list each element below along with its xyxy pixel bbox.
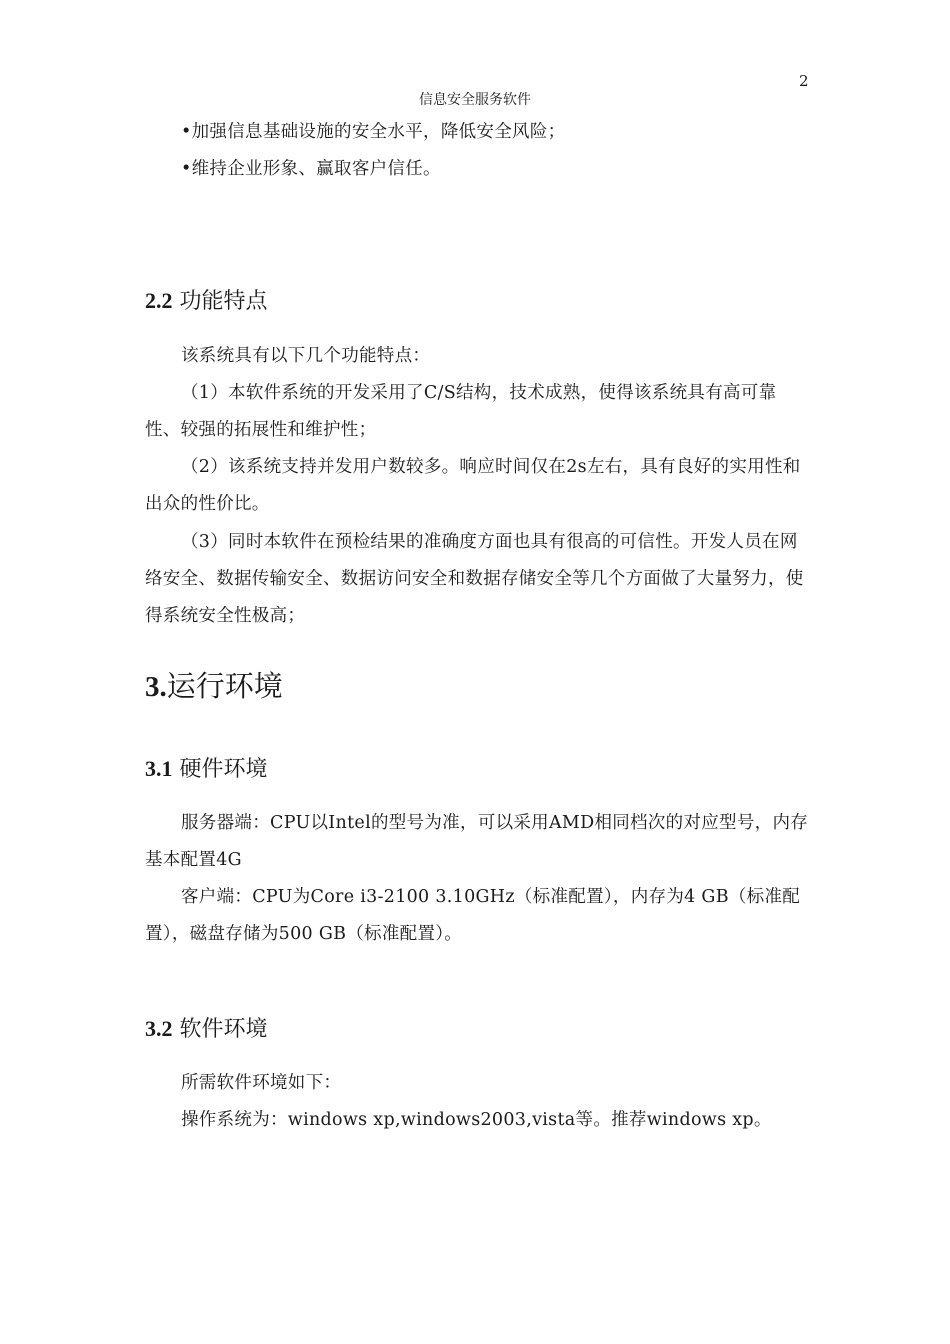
bullet-item: •维持企业形象、赢取客户信任。 [181, 159, 441, 179]
section-title: 软件环境 [179, 1017, 268, 1042]
paragraph: （1）本软件系统的开发采用了C/S结构，技术成熟，使得该系统具有高可靠性、较强的拓展性和维护性； [145, 383, 777, 440]
paragraph: 所需软件环境如下： [181, 1073, 342, 1093]
page-number: 2 [799, 72, 809, 90]
section-title: 运行环境 [166, 669, 283, 703]
section-heading-2-2 [145, 284, 268, 315]
section-number: 3. [145, 671, 167, 703]
section-number: 3.1 [145, 756, 173, 781]
paragraph: （2）该系统支持并发用户数较多。响应时间仅在2s左右，具有良好的实用性和出众的性价比。 [145, 457, 801, 514]
section-title: 硬件环境 [179, 757, 268, 782]
section-heading-3-1 [145, 752, 268, 783]
paragraph: 操作系统为：windows xp,windows2003,vista等。推荐windows xp。 [181, 1110, 772, 1130]
paragraph: 客户端：CPU为Core i3-2100 3.10GHz（标准配置），内存为4 GB（标准配置），磁盘存储为500 GB（标准配置）。 [145, 887, 801, 944]
section-number: 2.2 [145, 288, 173, 313]
paragraph: 该系统具有以下几个功能特点： [181, 346, 431, 366]
section-title: 功能特点 [179, 289, 268, 314]
bullet-item: •加强信息基础设施的安全水平，降低安全风险； [181, 122, 566, 142]
paragraph: 服务器端：CPU以Intel的型号为准，可以采用AMD相同档次的对应型号，内存基本配置4G [145, 813, 809, 870]
section-heading-3 [145, 664, 283, 705]
running-header: 信息安全服务软件 [419, 92, 531, 108]
paragraph: （3）同时本软件在预检结果的准确度方面也具有很高的可信性。开发人员在网络安全、数据传输安全、数据访问安全和数据存储安全等几个方面做了大量努力，使得系统安全性极高； [145, 532, 804, 626]
section-number: 3.2 [145, 1016, 173, 1041]
section-heading-3-2 [145, 1012, 268, 1043]
